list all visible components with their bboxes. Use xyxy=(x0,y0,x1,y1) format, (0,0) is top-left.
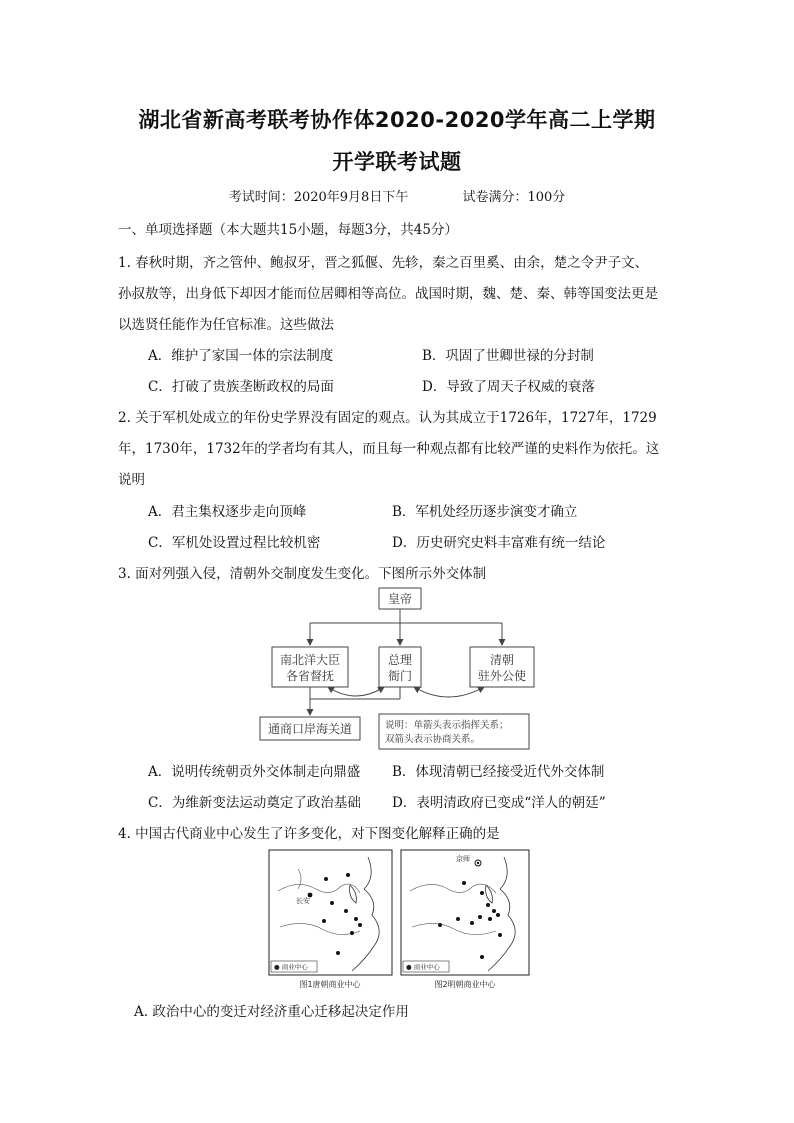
emperor-label: 皇帝 xyxy=(387,592,413,606)
q3-option-a[interactable]: A．说明传统朝贡外交体制走向鼎盛 xyxy=(148,764,361,780)
q2-stem-line: 说明 xyxy=(118,472,145,488)
q4-stem-line: 4. 中国古代商业中心发生了许多变化，对下图变化解释正确的是 xyxy=(118,826,500,842)
exam-time: 考试时间：2020年9月8日下午 xyxy=(228,190,409,205)
q3-option-d[interactable]: D．表明清政府已变成“洋人的朝廷” xyxy=(392,795,606,811)
map2-legend: ● 商业中心 xyxy=(406,963,440,971)
map1-legend: ● 商业中心 xyxy=(274,963,308,971)
q3-option-b[interactable]: B．体现清朝已经接受近代外交体制 xyxy=(392,764,605,780)
mid-box-line2: 衙门 xyxy=(387,669,413,683)
map2-caption: 图2明朝商业中心 xyxy=(434,980,496,989)
left-box-line1: 南北洋大臣 xyxy=(279,653,341,667)
q3-stem-line: 3. 面对列强入侵，清朝外交制度发生变化。下图所示外交体制 xyxy=(118,566,487,582)
q1-stem-line: 1. 春秋时期，齐之管仲、鲍叔牙，晋之狐偃、先轸，秦之百里奚、由余，楚之令尹子文、 xyxy=(118,255,649,271)
ming-commerce-map xyxy=(401,850,529,989)
right-box-line1: 清朝 xyxy=(489,653,515,667)
exam-title-line2: 开学联考试题 xyxy=(332,150,462,174)
q3-option-c[interactable]: C．为维新变法运动奠定了政治基础 xyxy=(148,795,361,811)
q1-stem-line: 孙叔敖等，出身低下却因才能而位居卿相等高位。战国时期，魏、楚、秦、韩等国变法更是 xyxy=(118,286,658,302)
q1-option-a[interactable]: A．维护了家国一体的宗法制度 xyxy=(148,348,334,364)
commerce-maps xyxy=(268,849,532,991)
left-box-line2: 各省督抚 xyxy=(285,669,335,683)
q2-option-a[interactable]: A．君主集权逐步走向顶峰 xyxy=(148,504,307,520)
q4-option-a[interactable]: A. 政治中心的变迁对经济重心迁移起决定作用 xyxy=(134,1004,409,1020)
q1-option-c[interactable]: C．打破了贵族垄断政权的局面 xyxy=(148,379,334,395)
map2-city-label: 京师 xyxy=(456,855,470,863)
q1-stem-line: 以选贤任能作为任官标准。这些做法 xyxy=(118,317,334,333)
diplomacy-system-diagram xyxy=(258,587,540,753)
q2-stem-line: 年，1730年，1732年的学者均有其人，而且每一种观点都有比较严谨的史料作为依托。这 xyxy=(118,441,660,457)
bottom-box-label: 通商口岸海关道 xyxy=(267,722,353,736)
map1-caption: 图1唐朝商业中心 xyxy=(299,980,361,989)
note-line2: 双箭头表示协商关系。 xyxy=(385,734,481,745)
q1-option-b[interactable]: B．巩固了世卿世禄的分封制 xyxy=(422,348,594,364)
note-line1: 说明：单箭头表示指挥关系； xyxy=(385,720,509,731)
full-score: 试卷满分：100分 xyxy=(462,190,566,205)
section-heading: 一、单项选择题（本大题共15小题，每题3分，共45分） xyxy=(118,222,458,238)
right-box-line2: 驻外公使 xyxy=(477,669,527,683)
q2-option-d[interactable]: D．历史研究史料丰富难有统一结论 xyxy=(392,535,606,551)
mid-box-line1: 总理 xyxy=(387,653,413,667)
exam-title-line1: 湖北省新高考联考协作体2020-2020学年高二上学期 xyxy=(138,108,656,132)
tang-commerce-map xyxy=(269,850,392,989)
q2-option-c[interactable]: C．军机处设置过程比较机密 xyxy=(148,535,321,551)
q2-option-b[interactable]: B．军机处经历逐步演变才确立 xyxy=(392,504,578,520)
q1-option-d[interactable]: D．导致了周天子权威的衰落 xyxy=(422,379,595,395)
q2-stem-line: 2. 关于军机处成立的年份史学界没有固定的观点。认为其成立于1726年，1727年，1729 xyxy=(118,410,657,426)
map1-city-label: 长安 xyxy=(296,897,310,905)
exam-info xyxy=(0,186,794,205)
